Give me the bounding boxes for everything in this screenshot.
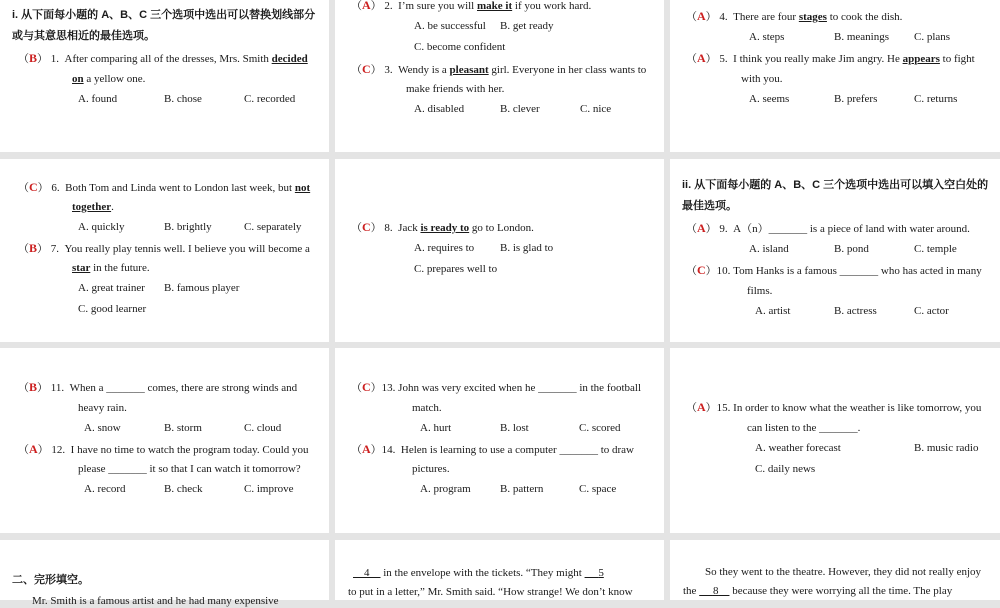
question-10: （C）10. Tom Hanks is a famous _______ who has acted in many — [686, 263, 982, 277]
cloze-paragraph-3-line-1: So they went to the theatre. However, they did not really enjoy — [705, 566, 982, 578]
question-15: （A）15. In order to know what the weather is like tomorrow, you — [686, 400, 982, 414]
panel-q4-q5: （A） 4. There are four stages to cook the dish. A. steps B. meanings C. plans （A） 5. I think you really make Jim angry. He appears to fight with you. A. seems B. prefers C. returns — [670, 0, 1000, 152]
panel-q9-q10: ii. 从下面每小题的 A、B、C 三个选项中选出可以填入空白处的 最佳选项。 （A） 9. A（n）_______ is a piece of land with water around. A. island B. pond C. temple （C）10. Tom Hanks is a famous _______ who has acted in many films. A. artist B. actress C. actor — [670, 159, 1000, 342]
question-6: （C） 6. Both Tom and Linda went to London last week, but not — [18, 180, 311, 194]
panel-cloze-middle — [335, 540, 664, 600]
section2-heading-line2: 最佳选项。 — [682, 200, 737, 212]
question-13: （C）13. John was very excited when he _______ in the football — [351, 380, 642, 394]
cloze-paragraph-2-line-1: 4 in the envelope with the tickets. “They might 5 — [364, 567, 604, 579]
question-1: （B） 1. After comparing all of the dresses, Mrs. Smith decided — [18, 51, 308, 65]
section2-heading-line1: ii. 从下面每小题的 A、B、C 三个选项中选出可以填入空白处的 — [682, 179, 989, 191]
question-11: （B） 11. When a _______ comes, there are strong winds and — [18, 380, 298, 394]
panel-q15: （A）15. In order to know what the weather is like tomorrow, you can listen to the _______. A. weather forecast B. music radio C. daily news — [670, 348, 1000, 533]
question-12: （A） 12. I have no time to watch the program today. Could you — [18, 442, 309, 456]
cloze-paragraph-2-line-2: to put in a letter,” Mr. Smith said. “How strange! We don’t know — [348, 586, 633, 598]
panel-cloze-start — [0, 540, 329, 607]
question-7: （B） 7. You really play tennis well. I believe you will become a — [18, 241, 310, 255]
panel-q1: i. 从下面每小题的 A、B、C 三个选项中选出可以替换划线部分 或与其意思相近的最佳选项。 （B） 1. After comparing all of the dresses, Mrs. Smith decided on a yellow one. A. found B. chose C. recorded — [0, 0, 329, 152]
question-2: （A） 2. I’m sure you will make it if you work hard. — [351, 0, 592, 12]
question-8: （C） 8. Jack is ready to go to London. — [351, 220, 534, 234]
cloze-heading: 二、完形填空。 — [12, 574, 89, 586]
question-14: （A）14. Helen is learning to use a computer _______ to draw — [351, 442, 635, 456]
question-5: （A） 5. I think you really make Jim angry. He appears to fight — [686, 51, 975, 65]
panel-cloze-end — [670, 540, 1000, 600]
question-4: （A） 4. There are four stages to cook the dish. — [686, 9, 903, 23]
panel-q8: （C） 8. Jack is ready to go to London. A. requires to B. is glad to C. prepares well to — [335, 159, 664, 342]
question-3: （C） 3. Wendy is a pleasant girl. Everyone in her class wants to — [351, 62, 647, 76]
panel-q6-q7: （C） 6. Both Tom and Linda went to London last week, but not together. A. quickly B. brightly C. separately （B） 7. You really play tennis well. I believe you will become a star in the future. A. great trainer B. famous player C. good learner — [0, 159, 329, 342]
section1-heading-line2: 或与其意思相近的最佳选项。 — [12, 30, 155, 42]
question-9: （A） 9. A（n）_______ is a piece of land with water around. — [686, 221, 970, 235]
answer-1: B — [29, 51, 38, 65]
section1-heading-line1: i. 从下面每小题的 A、B、C 三个选项中选出可以替换划线部分 — [12, 9, 316, 21]
panel-q11-q12: （B） 11. When a _______ comes, there are strong winds and heavy rain. A. snow B. storm C. cloud （A） 12. I have no time to watch the program today. Could you please _______ it so that I can watch it tomorrow? A. record B. check C. improve — [0, 348, 329, 533]
cloze-paragraph-1: Mr. Smith is a famous artist and he had many expensive — [32, 595, 279, 607]
cloze-paragraph-3-line-2: the 8 because they were worrying all the time. The play — [683, 585, 953, 597]
panel-q13-q14: （C）13. John was very excited when he _______ in the football match. A. hurt B. lost C. scored （A）14. Helen is learning to use a computer _______ to draw pictures. A. program B. pattern C. space — [335, 348, 664, 533]
panel-q2-q3: （A） 2. I’m sure you will make it if you work hard. A. be successful B. get ready C. become confident （C） 3. Wendy is a pleasant girl. Everyone in her class wants to make friends with her. A. disabled B. clever C. nice — [335, 0, 664, 152]
